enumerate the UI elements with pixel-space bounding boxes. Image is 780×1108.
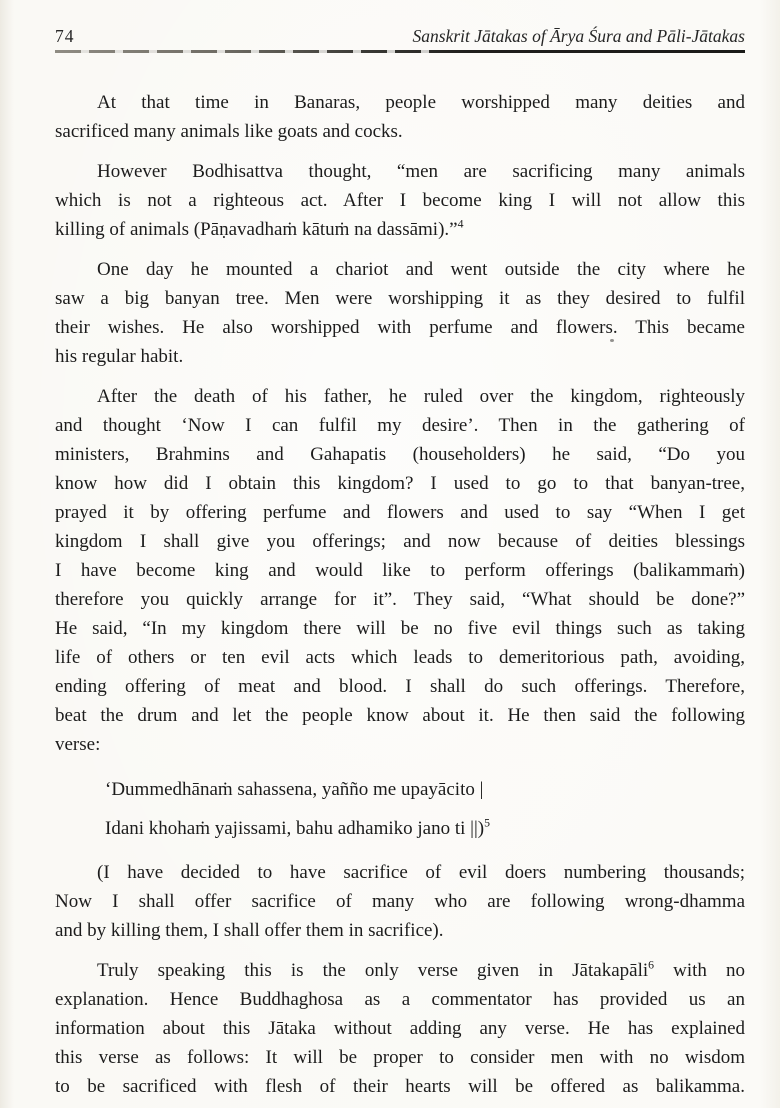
text-line: [55, 701, 745, 730]
line-text: ‘Dummedhānaṁ sahassena, yañño me upayācito |: [105, 779, 484, 800]
line-text: However Bodhisattva thought, “men are sacrificing many animals: [97, 161, 745, 182]
text-line: [55, 643, 745, 672]
header-rule-texture: [55, 50, 435, 53]
running-title: Sanskrit Jātakas of Ārya Śura and Pāli-Jātakas: [412, 26, 745, 46]
verse-line: [105, 770, 745, 809]
line-text: kingdom I shall give you offerings; and now because of deities blessings: [55, 531, 745, 552]
paragraph: [55, 956, 745, 1101]
text-line: [55, 117, 745, 146]
text-line: [55, 1043, 745, 1072]
text-line: [55, 255, 745, 284]
text-line: [55, 956, 745, 985]
paragraph: [55, 88, 745, 146]
text-line: [55, 887, 745, 916]
footnote-reference: 4: [457, 217, 464, 231]
line-text: Idani khohaṁ yajissami, bahu adhamiko jano ti ||): [105, 818, 485, 839]
line-text: After the death of his father, he ruled over the kingdom, righteously: [97, 386, 745, 407]
text-line: [55, 411, 745, 440]
line-text: his regular habit.: [55, 346, 184, 367]
line-text: their wishes. He also worshipped with perfume and flowers. This became: [55, 317, 745, 338]
text-line: [55, 498, 745, 527]
line-text: know how did I obtain this kingdom? I used to go to that banyan-tree,: [55, 473, 745, 494]
line-text: (I have decided to have sacrifice of evil doers numbering thousands;: [97, 862, 745, 883]
paragraph: [55, 858, 745, 945]
text-blocks: [55, 88, 745, 1101]
paragraph: [55, 157, 745, 244]
line-text: ministers, Brahmins and Gahapatis (householders) he said, “Do you: [55, 444, 745, 465]
line-text: and thought ‘Now I can fulfil my desire’. Then in the gathering of: [55, 415, 745, 436]
verse-line: [105, 809, 745, 848]
text-line: [55, 614, 745, 643]
text-line: [55, 858, 745, 887]
line-text: ending offering of meat and blood. I shall do such offerings. Therefore,: [55, 676, 745, 697]
line-text: life of others or ten evil acts which leads to demeritorious path, avoiding,: [55, 647, 745, 668]
line-text: verse:: [55, 734, 101, 755]
text-line: [55, 1014, 745, 1043]
line-text: Now I shall offer sacrifice of many who are following wrong-dhamma: [55, 891, 745, 912]
text-line: [55, 469, 745, 498]
paragraph: [55, 382, 745, 759]
text-line: [55, 556, 745, 585]
line-text: to be sacrificed with flesh of their hearts will be offered as balikamma.: [55, 1076, 745, 1097]
line-text: killing of animals (Pāṇavadhaṁ kātuṁ na dassāmi).”: [55, 219, 458, 240]
page-number: 74: [55, 26, 75, 46]
line-text: information about this Jātaka without adding any verse. He has explained: [55, 1018, 745, 1039]
text-line: [55, 342, 745, 371]
line-text: explanation. Hence Buddhaghosa as a commentator has provided us an: [55, 989, 745, 1010]
text-line: [55, 186, 745, 215]
text-line: [55, 313, 745, 342]
running-header: [55, 26, 745, 47]
line-text: At that time in Banaras, people worshipped many deities and: [97, 92, 745, 113]
text-line: [55, 382, 745, 411]
header-rule: [55, 50, 745, 54]
line-text: One day he mounted a chariot and went outside the city where he: [97, 259, 745, 280]
scan-speck: [610, 339, 614, 342]
text-line: [55, 672, 745, 701]
text-line: [55, 440, 745, 469]
line-text: therefore you quickly arrange for it”. They said, “What should be done?”: [55, 589, 745, 610]
text-line: [55, 157, 745, 186]
line-text: Truly speaking this is the only verse given in Jātakapāli: [97, 960, 649, 981]
line-text: this verse as follows: It will be proper to consider men with no wisdom: [55, 1047, 745, 1068]
text-line: [55, 284, 745, 313]
line-text: and by killing them, I shall offer them in sacrifice).: [55, 920, 444, 941]
line-text: which is not a righteous act. After I become king I will not allow this: [55, 190, 745, 211]
text-line: [55, 215, 745, 244]
text-line: [55, 985, 745, 1014]
text-line: [55, 88, 745, 117]
line-text: beat the drum and let the people know about it. He then said the following: [55, 705, 745, 726]
line-text: saw a big banyan tree. Men were worshipping it as they desired to fulfil: [55, 288, 745, 309]
text-line: [55, 585, 745, 614]
line-text: prayed it by offering perfume and flowers and used to say “When I get: [55, 502, 745, 523]
paragraph: [55, 255, 745, 371]
footnote-reference: 5: [484, 816, 490, 830]
line-text: with no: [654, 960, 745, 981]
text-line: [55, 1072, 745, 1101]
text-line: [55, 730, 745, 759]
text-line: [55, 527, 745, 556]
line-text: I have become king and would like to perform offerings (balikammaṁ): [55, 560, 745, 581]
line-text: He said, “In my kingdom there will be no five evil things such as taking: [55, 618, 745, 639]
text-line: [55, 916, 745, 945]
line-text: sacrificed many animals like goats and cocks.: [55, 121, 403, 142]
verse-block: [105, 770, 745, 848]
footnote-reference: 6: [648, 958, 655, 972]
